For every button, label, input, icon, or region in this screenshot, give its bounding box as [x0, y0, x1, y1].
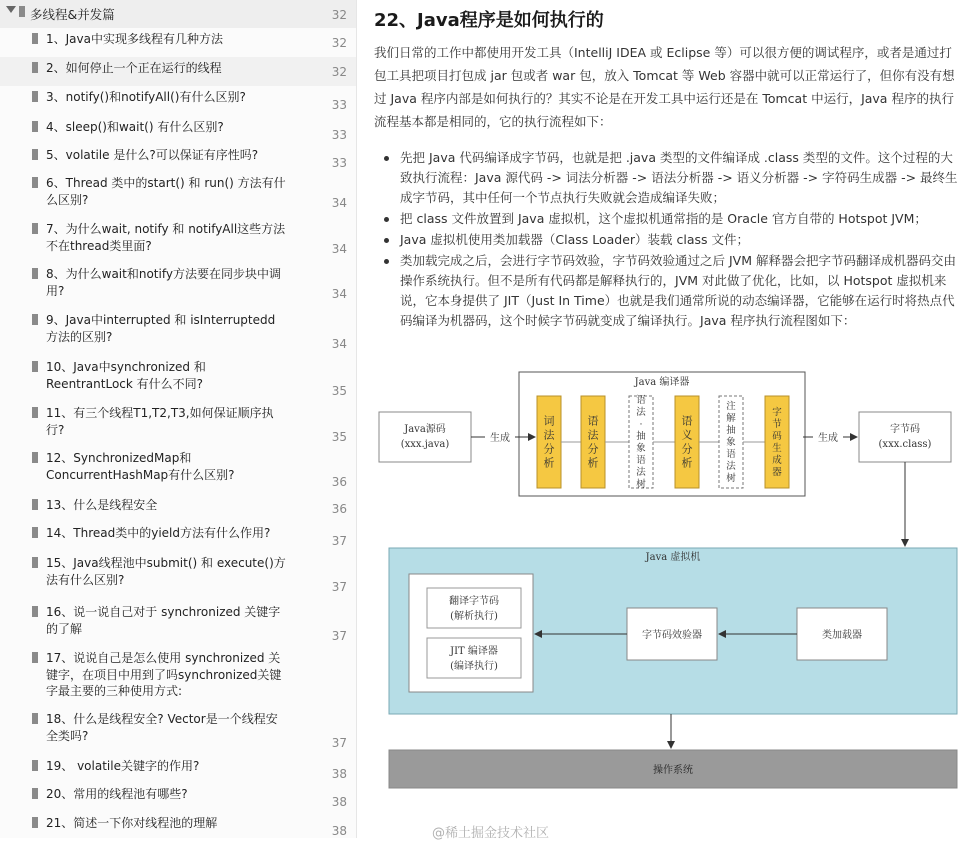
compiler-stage-char: 树: [726, 473, 736, 485]
bookmark-icon: [32, 177, 38, 188]
steps-list: [379, 148, 964, 332]
compiler-stage-char: 词: [543, 414, 555, 428]
bookmark-icon: [19, 6, 25, 17]
toc-page-number: 33: [331, 156, 347, 170]
toc-item[interactable]: [0, 309, 356, 356]
toc-sidebar: [0, 0, 357, 838]
class-loader-label: 类加载器: [822, 630, 862, 641]
bookmark-icon: [32, 91, 38, 102]
list-item: Java 虚拟机使用类加载器（Class Loader）装载 class 文件；: [379, 230, 964, 250]
jit-label: JIT 编译器: [450, 646, 498, 657]
jit-mode: (编译执行): [450, 661, 498, 672]
toc-page-number: 37: [331, 534, 347, 548]
bookmark-icon: [32, 760, 38, 771]
collapse-caret-icon[interactable]: [6, 6, 16, 13]
toc-item[interactable]: [0, 402, 356, 447]
bookmark-icon: [32, 149, 38, 160]
bookmark-icon: [32, 817, 38, 828]
toc-page-number: 36: [331, 475, 347, 489]
compiler-stage-char: 注: [726, 401, 736, 413]
compiler-stage-char: 语: [587, 414, 599, 428]
toc-page-number: 33: [331, 128, 347, 142]
toc-page-number: 38: [331, 767, 347, 781]
toc-item-label: 17、说说自己是怎么使用 synchronized 关键字，在项目中用到了吗synchronized关键字最主要的三种使用方式:: [46, 651, 282, 698]
compiler-stage-char: 解: [726, 413, 736, 425]
toc-page-number: 36: [331, 502, 347, 516]
os-label: 操作系统: [653, 765, 693, 776]
toc-item[interactable]: [0, 28, 356, 57]
toc-item-label: 15、Java线程池中submit() 和 execute()方法有什么区别?: [46, 556, 286, 587]
toc-item-label: 8、为什么wait和notify方法要在同步块中调用?: [46, 267, 281, 298]
generate-label: 生成: [818, 433, 838, 444]
toc-page-number: 32: [331, 36, 347, 50]
interpreter-box: [427, 588, 521, 628]
intro-paragraph: 我们日常的工作中都使用开发工具（IntelliJ IDEA 或 Eclipse 等）可以很方便的调试程序，或者是通过打包工具把项目打包成 jar 包或者 war 包，放入 Tomcat 等 Web 容器中就可以正常运行了，但你有没有想过 Java 程序内部是如何执行的？其实不论是在开发工具中运行还是在 Tomcat 中运行，Java 程序的执行流程基本都是相同的，它的执行流程如下：: [374, 45, 955, 129]
toc-item-label: 12、SynchronizedMap和ConcurrentHashMap有什么区别?: [46, 451, 235, 482]
toc-item[interactable]: [0, 783, 356, 812]
toc-page-number: 34: [331, 242, 347, 256]
toc-item-label: 14、Thread类中的yield方法有什么作用?: [46, 526, 271, 540]
toc-page-number: 37: [331, 580, 347, 594]
page-title: 22、Java程序是如何执行的: [374, 10, 604, 31]
compiler-stage-char: 析: [587, 456, 599, 470]
jit-box: [427, 638, 521, 678]
toc-item-label: 13、什么是线程安全: [46, 498, 158, 512]
bookmark-icon: [32, 407, 38, 418]
toc-page-number: 34: [331, 196, 347, 210]
toc-item-label: 21、简述一下你对线程池的理解: [46, 816, 218, 830]
compiler-title: Java 编译器: [634, 377, 690, 388]
bookmark-icon: [32, 557, 38, 568]
bookmark-icon: [32, 452, 38, 463]
toc-item[interactable]: [0, 356, 356, 402]
bookmark-icon: [32, 314, 38, 325]
toc-item[interactable]: [0, 647, 356, 708]
compiler-stage-char: 义: [681, 428, 693, 442]
bookmark-icon: [32, 33, 38, 44]
compiler-stage-char: 抽: [726, 425, 736, 437]
list-item: 类加载完成之后，会进行字节码效验，字节码效验通过之后 JVM 解释器会把字节码翻译成机器码交由操作系统执行。但不是所有代码都是解释执行的，JVM 对此做了优化，比如，以 Hotspot 虚拟机来说，它本身提供了 JIT（Just In Time）也就是我们通常所说的动态编译器，它能够在运行时将热点代码编译为机器码，这个时候字节码就变成了编译执行。Java 程序执行流程图如下：: [379, 251, 964, 331]
toc-item-label: 7、为什么wait, notify 和 notifyAll这些方法不在thread类里面?: [46, 222, 286, 253]
toc-item-label: 2、如何停止一个正在运行的线程: [46, 61, 222, 75]
bookmark-icon: [32, 499, 38, 510]
toc-item-label: 11、有三个线程T1,T2,T3,如何保证顺序执行?: [46, 406, 274, 437]
compiler-stage-char: 节: [772, 419, 782, 431]
jvm-title: Java 虚拟机: [645, 552, 701, 563]
compiler-stage-char: 法: [543, 428, 555, 442]
bookmark-icon: [32, 652, 38, 663]
java-source-box: [379, 412, 471, 462]
toc-item-label: 16、说一说自己对于 synchronized 关键字的了解: [46, 605, 281, 636]
compiler-stage-char: 象: [636, 443, 646, 455]
toc-page-number: 38: [331, 824, 347, 838]
interpreter-mode: (解析执行): [450, 611, 498, 622]
toc-item[interactable]: [0, 812, 356, 838]
toc-item[interactable]: [0, 755, 356, 783]
toc-page-number: 35: [331, 430, 347, 444]
compiler-stage-char: 法: [726, 461, 736, 473]
compiler-stage-char: 抽: [636, 431, 646, 443]
toc-section-header[interactable]: [0, 0, 356, 28]
toc-item[interactable]: [0, 552, 356, 601]
document-page: [357, 0, 974, 838]
compiler-stage-char: 器: [772, 467, 782, 479]
toc-page-number: 33: [331, 98, 347, 112]
bookmark-icon: [32, 62, 38, 73]
watermark: @稀土掘金技术社区: [432, 826, 550, 841]
bytecode-label: 字节码: [890, 424, 920, 435]
java-source-label: Java源码: [404, 424, 446, 435]
compiler-box: [519, 372, 805, 496]
compiler-stage-char: 码: [772, 431, 782, 443]
compiler-stage-char: 分: [543, 442, 555, 456]
toc-section-title: 多线程&并发篇: [30, 7, 115, 22]
toc-page-number: 37: [331, 736, 347, 750]
bytecode-file: (xxx.class): [878, 439, 932, 450]
generate-label: 生成: [490, 433, 510, 444]
compiler-stage-char: 法: [636, 467, 646, 479]
compiler-stage-char: 析: [543, 456, 555, 470]
toc-item[interactable]: [0, 708, 356, 755]
toc-page-number: 34: [331, 337, 347, 351]
bookmark-icon: [32, 121, 38, 132]
toc-item[interactable]: [0, 144, 356, 172]
toc-item-label: 18、什么是线程安全? Vector是一个线程安全类吗?: [46, 712, 278, 743]
toc-item-label: 6、Thread 类中的start() 和 run() 方法有什么区别?: [46, 176, 286, 207]
toc-page-number: 32: [331, 8, 347, 22]
toc-item[interactable]: [0, 601, 356, 647]
toc-item[interactable]: [0, 447, 356, 494]
compiler-stage-char: 法: [587, 428, 599, 442]
bytecode-verifier-label: 字节码效验器: [642, 630, 702, 641]
toc-page-number: 34: [331, 287, 347, 301]
toc-page-number: 38: [331, 795, 347, 809]
toc-item[interactable]: [0, 522, 356, 552]
toc-item-label: 5、volatile 是什么?可以保证有序性吗?: [46, 148, 259, 162]
bytecode-box: [859, 412, 951, 462]
toc-item[interactable]: [0, 218, 356, 263]
toc-item-label: 1、Java中实现多线程有几种方法: [46, 32, 223, 46]
toc-item-label: 9、Java中interrupted 和 isInterruptedd方法的区别?: [46, 313, 276, 344]
compiler-stage-char: 语: [681, 414, 693, 428]
toc-page-number: 35: [331, 384, 347, 398]
bookmark-icon: [32, 527, 38, 538]
interpreter-label: 翻译字节码: [449, 596, 499, 607]
compiler-stage-char: 语: [636, 395, 646, 407]
bookmark-icon: [32, 788, 38, 799]
java-execution-flow-diagram: [373, 368, 965, 830]
list-item: 先把 Java 代码编译成字节码，也就是把 .java 类型的文件编译成 .class 类型的文件。这个过程的大致执行流程：Java 源代码 -> 词法分析器 -> 语法分析器 -> 语义分析器 -> 字符码生成器 -> 最终生成字节码，其中任何一个节点执行失败就会造成编译失败；: [379, 148, 964, 208]
java-source-file: (xxx.java): [400, 439, 450, 450]
toc-item[interactable]: [0, 494, 356, 522]
compiler-stage-char: 析: [681, 456, 693, 470]
bookmark-icon: [32, 606, 38, 617]
toc-item-label: 4、sleep()和wait() 有什么区别?: [46, 120, 224, 134]
list-item: 把 class 文件放置到 Java 虚拟机，这个虚拟机通常指的是 Oracle 官方自带的 Hotspot JVM；: [379, 209, 964, 229]
toc-item[interactable]: [0, 116, 356, 144]
bookmark-icon: [32, 223, 38, 234]
compiler-stage-char: 树: [636, 479, 646, 491]
toc-item[interactable]: [0, 172, 356, 218]
compiler-stage-char: 分: [681, 442, 693, 456]
compiler-stage-char: 字: [772, 407, 782, 419]
toc-item-label: 3、notify()和notifyAll()有什么区别?: [46, 90, 246, 104]
toc-page-number: 32: [331, 65, 347, 79]
bookmark-icon: [32, 713, 38, 724]
toc-item[interactable]: [0, 57, 356, 86]
compiler-stage-char: 语: [726, 449, 736, 461]
toc-item[interactable]: [0, 86, 356, 116]
compiler-stage-char: ·: [639, 419, 643, 431]
toc-item[interactable]: [0, 263, 356, 309]
toc-item-label: 10、Java中synchronized 和 ReentrantLock 有什么不同?: [46, 360, 206, 391]
compiler-stage-char: 象: [726, 437, 736, 449]
compiler-stage-char: 法: [636, 407, 646, 419]
bookmark-icon: [32, 361, 38, 372]
bookmark-icon: [32, 268, 38, 279]
toc-item-label: 20、常用的线程池有哪些?: [46, 787, 188, 801]
compiler-stage-char: 生: [772, 443, 782, 455]
toc-item-label: 19、 volatile关键字的作用?: [46, 759, 200, 773]
compiler-stage-char: 成: [772, 455, 782, 467]
compiler-stage-char: 语: [636, 455, 646, 467]
toc-page-number: 37: [331, 629, 347, 643]
compiler-stage-char: 分: [587, 442, 599, 456]
